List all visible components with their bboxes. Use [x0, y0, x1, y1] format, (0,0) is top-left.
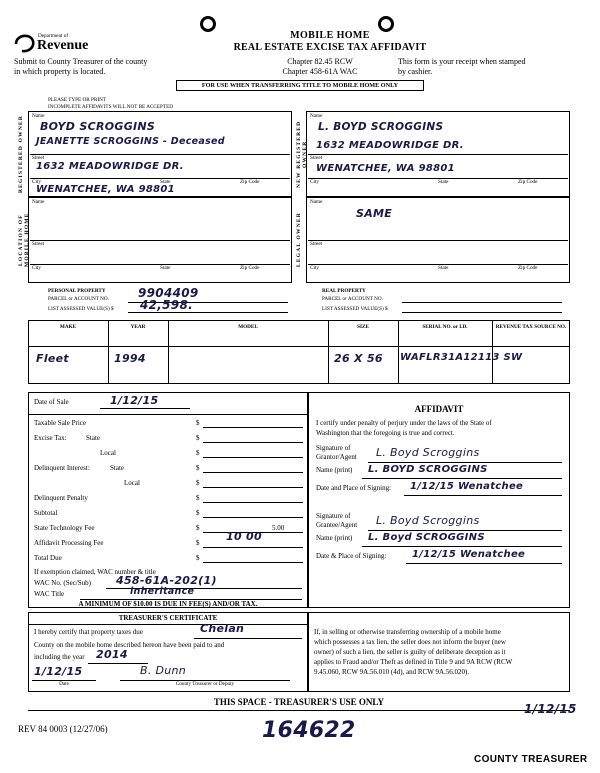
row-label-8: Affidavit Processing Fee: [34, 539, 104, 547]
col-header-model: MODEL: [238, 324, 258, 330]
cell-make: Fleet: [36, 352, 69, 365]
receipt-note-line2: by cashier.: [398, 67, 433, 76]
treasurer-date-value: 1/12/15: [34, 665, 83, 678]
grantee-signature-label-2: Grantee/Agent: [316, 521, 358, 529]
personal-assessed-value: 42,598.: [140, 298, 193, 312]
row-dollar-5: $: [196, 494, 200, 502]
reg-street-value: 1632 MEADOWRIDGE DR.: [36, 161, 184, 172]
loc-state-label: State: [160, 265, 171, 271]
row-sub-3: State: [110, 464, 124, 472]
grantor-date-value: 1/12/15 Wenatchee: [410, 481, 524, 492]
col-header-revenue: REVENUE TAX SOURCE NO.: [495, 324, 567, 330]
col-header-size: SIZE: [357, 324, 369, 330]
legal-name-label: Name: [310, 199, 323, 205]
reg-state-label: State: [160, 179, 171, 185]
legal-street-label: Street: [310, 241, 323, 247]
newreg-name-label: Name: [310, 113, 323, 119]
grantor-signature-label-1: Signature of: [316, 444, 351, 452]
loc-name-label: Name: [32, 199, 45, 205]
treasurer-line3: including the year: [34, 653, 85, 661]
cell-serial: WAFLR31A12113 SW: [400, 352, 523, 363]
receipt-note-line1: This form is your receipt when stamped: [398, 57, 526, 66]
dor-logo: [14, 33, 36, 55]
row-sub-2: Local: [100, 449, 116, 457]
loc-street-label: Street: [32, 241, 45, 247]
perjury-line2: Washington that the foregoing is true and correct.: [316, 429, 455, 437]
newreg-street-label: Street: [310, 155, 323, 161]
loc-city-label: City: [32, 265, 41, 271]
date-of-sale-value: 1/12/15: [110, 394, 159, 407]
wac-title-value: inheritance: [130, 586, 195, 597]
col-header-serial: SERIAL NO. or I.D.: [422, 324, 468, 330]
newreg-name-value: L. BOYD SCROGGINS: [318, 121, 444, 133]
newreg-street-value: 1632 MEADOWRIDGE DR.: [316, 140, 464, 151]
grantee-name-label: Name (print): [316, 534, 353, 542]
reg-city-label: City: [32, 179, 41, 185]
row-dollar-7: $: [196, 524, 200, 532]
row-dollar-0: $: [196, 419, 200, 427]
grantor-date-label: Date and Place of Signing:: [316, 484, 392, 492]
row-dollar-3: $: [196, 464, 200, 472]
treasurer-date-label: Date: [59, 681, 69, 687]
grantee-signature-label-1: Signature of: [316, 512, 351, 520]
row-label-7: State Technology Fee: [34, 524, 95, 532]
grantee-name-value: L. Boyd SCROGGINS: [368, 532, 485, 543]
lien-note-line3: owner) of such a lien, the seller is guilty of deliberate deception as it: [314, 648, 506, 656]
exemption-note: If exemption claimed, WAC number & title: [34, 568, 156, 576]
reg-citystatezip-value: WENATCHEE, WA 98801: [36, 184, 175, 195]
treasurers-certificate-title: TREASURER'S CERTIFICATE: [118, 614, 218, 622]
grantee-date-value: 1/12/15 Wenatchee: [412, 549, 526, 560]
cell-year: 1994: [114, 352, 146, 365]
personal-assessed-label: LIST ASSESSED VALUE(S) $: [48, 306, 114, 312]
chapter-line2: Chapter 458-61A WAC: [282, 67, 358, 76]
new-registered-owner-side-label: NEW REGISTERED OWNER: [296, 120, 308, 188]
date-of-sale-label: Date of Sale: [34, 398, 69, 406]
minimum-due-note: A MINIMUM OF $10.00 IS DUE IN FEE(S) AND/OR TAX.: [78, 600, 258, 608]
row-dollar-6: $: [196, 509, 200, 517]
wac-sub-value: 458-61A-202(1): [116, 574, 217, 587]
row-dollar-4: $: [196, 479, 200, 487]
reg-zip-label: Zip Code: [240, 179, 260, 185]
real-property-label: REAL PROPERTY: [322, 288, 366, 294]
stamp-number: 164622: [262, 718, 356, 743]
treasurer-use-only-note: THIS SPACE - TREASURER'S USE ONLY: [213, 697, 385, 707]
row-dollar-1: $: [196, 434, 200, 442]
reg-name-label: Name: [32, 113, 45, 119]
personal-property-label: PERSONAL PROPERTY: [48, 288, 106, 294]
legal-state-label: State: [438, 265, 449, 271]
form-title-line2: REAL ESTATE EXCISE TAX AFFIDAVIT: [233, 42, 427, 53]
row-value-9: 10 00: [226, 530, 262, 543]
row-label-9: Total Due: [34, 554, 62, 562]
grantor-name-label: Name (print): [316, 466, 353, 474]
form-title-line1: MOBILE HOME: [290, 30, 370, 41]
grantor-name-value: L. BOYD SCROGGINS: [368, 464, 488, 475]
submit-note-line1: Submit to County Treasurer of the county: [14, 57, 148, 66]
col-header-year: YEAR: [130, 324, 146, 330]
treasurer-line1: I hereby certify that property taxes due: [34, 628, 143, 636]
dept-small-label: Department of: [38, 33, 69, 39]
chapter-line1: Chapter 82.45 RCW: [287, 57, 353, 66]
personal-parcel-value: 9904409: [138, 286, 199, 300]
row-dollar-2: $: [196, 449, 200, 457]
lien-note-line1: If, in selling or otherwise transferring ownership of a mobile home: [314, 628, 501, 636]
grantor-signature-label-2: Grantor/Agent: [316, 453, 357, 461]
row-label-0: Taxable Sale Price: [34, 419, 86, 427]
lien-note-line5: 9.45.060, RCW 9A.56.010 (4d), and RCW 9A.56.020).: [314, 668, 470, 676]
reg-name-1: BOYD SCROGGINS: [40, 120, 156, 133]
grantee-signature-value: L. Boyd Scroggins: [376, 514, 480, 527]
legal-owner-side-label: LEGAL OWNER: [296, 212, 302, 268]
registered-owner-side-label: REGISTERED OWNER: [18, 114, 24, 194]
newreg-city-label: City: [310, 179, 319, 185]
row-sub-1: State: [86, 434, 100, 442]
lien-note-line4: applies to Fraud and/or Theft as defined in Title 9 and 9A RCW (RCW: [314, 658, 513, 666]
row-value-7: 5.00: [272, 524, 285, 532]
lien-note-line2: which possesses a tax lien, the seller does not inform the buyer (new: [314, 638, 506, 646]
legal-city-label: City: [310, 265, 319, 271]
row-dollar-9: $: [196, 554, 200, 562]
rev-form-number: REV 84 0003 (12/27/06): [18, 724, 108, 734]
treasurer-county-value: Chelan: [200, 622, 245, 635]
reg-street-label: Street: [32, 155, 45, 161]
punch-hole-left: [200, 16, 216, 32]
personal-parcel-label: PARCEL or ACCOUNT NO.: [48, 296, 109, 302]
dept-big-label: Revenue: [37, 38, 89, 53]
real-assessed-label: LIST ASSESSED VALUE(S) $: [322, 306, 388, 312]
row-label-3: Delinquent Interest:: [34, 464, 90, 472]
grantor-signature-value: L. Boyd Scroggins: [376, 446, 480, 459]
county-treasurer-label: COUNTY TREASURER: [474, 754, 588, 765]
col-header-make: MAKE: [59, 324, 77, 330]
stamp-date: 1/12/15: [524, 702, 577, 716]
newreg-state-label: State: [438, 179, 449, 185]
perjury-line1: I certify under penalty of perjury under the laws of the State of: [316, 419, 492, 427]
incomplete-note: INCOMPLETE AFFIDAVITS WILL NOT BE ACCEPTED: [48, 104, 174, 110]
newreg-zip-label: Zip Code: [518, 179, 538, 185]
row-label-1: Excise Tax:: [34, 434, 67, 442]
treasurer-signature-label: County Treasurer or Deputy: [175, 681, 235, 687]
row-sub-4: Local: [124, 479, 140, 487]
cell-size: 26 X 56: [334, 352, 383, 365]
submit-note-line2: in which property is located.: [14, 67, 106, 76]
reg-name-2: JEANETTE SCROGGINS - Deceased: [36, 136, 225, 147]
treasurer-year-value: 2014: [96, 648, 128, 661]
transfer-banner: FOR USE WHEN TRANSFERRING TITLE TO MOBILE HOME ONLY: [176, 80, 424, 91]
real-parcel-label: PARCEL or ACCOUNT NO.: [322, 296, 383, 302]
row-dollar-8: $: [196, 539, 200, 547]
legal-name-value: SAME: [356, 207, 393, 220]
wac-sub-label: WAC No. (Sec/Sub): [34, 579, 91, 587]
please-type-note: PLEASE TYPE OR PRINT: [48, 97, 106, 103]
affidavit-title: AFFIDAVIT: [414, 404, 464, 414]
wac-title-label: WAC Title: [34, 590, 65, 598]
treasurer-line2: County on the mobile home described hereon have been paid to and: [34, 641, 225, 649]
newreg-citystatezip-value: WENATCHEE, WA 98801: [316, 163, 455, 174]
row-label-5: Delinquent Penalty: [34, 494, 88, 502]
row-label-6: Subtotal: [34, 509, 58, 517]
treasurer-signature-value: B. Dunn: [140, 664, 187, 677]
location-side-label: LOCATION OF MOBILE HOME: [18, 212, 30, 268]
grantee-date-label: Date & Place of Signing:: [316, 552, 387, 560]
loc-zip-label: Zip Code: [240, 265, 260, 271]
legal-zip-label: Zip Code: [518, 265, 538, 271]
